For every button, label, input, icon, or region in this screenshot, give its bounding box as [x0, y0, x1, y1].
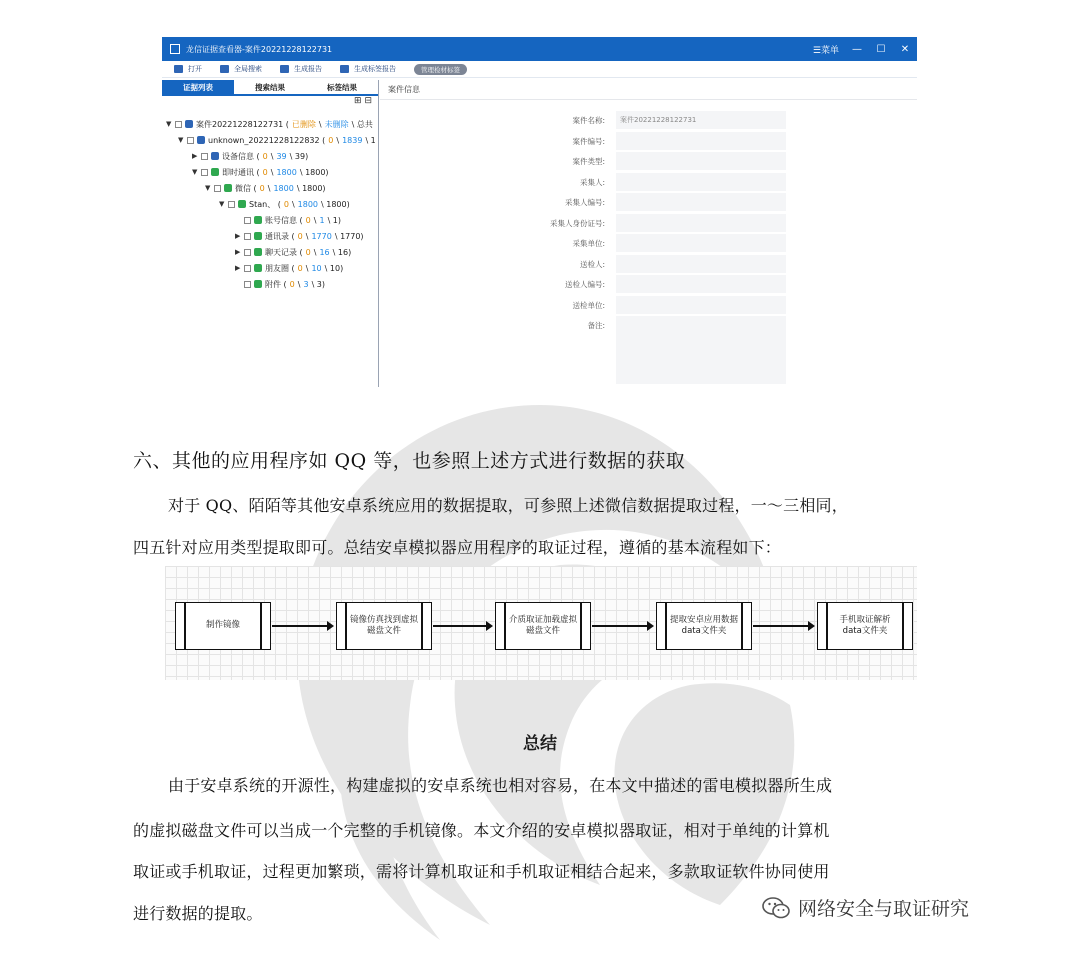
- notes-field[interactable]: [616, 316, 786, 384]
- undeleted-count: 1800: [297, 199, 319, 209]
- case-icon: [185, 120, 193, 128]
- undeleted-count: 10: [311, 263, 322, 273]
- minimize-icon[interactable]: —: [852, 43, 862, 55]
- collapsed-arrow-icon[interactable]: ▶: [235, 264, 241, 272]
- field-value[interactable]: [616, 173, 786, 191]
- field-value[interactable]: 案件20221228122731: [616, 111, 786, 129]
- total-count: \ 1800): [299, 167, 329, 177]
- field-label: 案件编号:: [572, 136, 605, 146]
- undeleted-count: 1800: [273, 183, 294, 193]
- flow-step: 手机取证解析data文件夹: [817, 602, 913, 650]
- field-value[interactable]: [616, 275, 786, 293]
- paragraph-line: 对于 QQ、陌陌等其他安卓系统应用的数据提取，可参照上述微信数据提取过程，一～三相同，: [168, 496, 848, 515]
- undeleted-count: 1839: [342, 135, 363, 145]
- search-icon: [220, 65, 229, 73]
- android-device-icon: [197, 136, 205, 144]
- undeleted-count: 3: [303, 279, 309, 289]
- separator: \: [313, 247, 317, 257]
- expand-all-icon[interactable]: ⊞: [354, 96, 362, 106]
- collapsed-arrow-icon[interactable]: ▶: [192, 152, 198, 160]
- tree-node-contacts[interactable]: [235, 229, 364, 243]
- separator: \: [291, 199, 295, 209]
- node-label: 微信 (: [235, 183, 257, 193]
- separator: \: [305, 263, 309, 273]
- evidence-pane: [162, 80, 379, 387]
- field-value[interactable]: [616, 296, 786, 314]
- node-label: 账号信息 (: [265, 215, 303, 225]
- separator: \: [297, 279, 301, 289]
- wechat-brand: [762, 894, 969, 921]
- node-label: 即时通讯 (: [222, 167, 260, 177]
- app-icon: [170, 44, 180, 54]
- field-value[interactable]: [616, 255, 786, 273]
- menu-button[interactable]: ☰菜单: [812, 45, 839, 56]
- brand-name: 网络安全与取证研究: [798, 898, 970, 920]
- moments-icon: [254, 264, 262, 272]
- case-info-pane: [380, 80, 917, 387]
- manage-tags-button[interactable]: 管理检材标签: [414, 64, 467, 75]
- tree-node-account[interactable]: [219, 197, 350, 211]
- deleted-count: 0: [262, 151, 268, 161]
- tree-node-chat-history[interactable]: [235, 245, 351, 259]
- attachment-icon: [254, 280, 262, 288]
- checkbox[interactable]: [201, 153, 208, 160]
- deleted-count: 0: [297, 263, 303, 273]
- checkbox[interactable]: [175, 121, 182, 128]
- case-info-header: 案件信息: [380, 80, 917, 100]
- deleted-count: 0: [283, 199, 289, 209]
- folder-icon: [174, 65, 183, 73]
- tab-search-results[interactable]: 搜索结果: [234, 80, 306, 96]
- field-label: 案件类型:: [572, 157, 605, 166]
- contacts-icon: [254, 232, 262, 240]
- tab-evidence-list[interactable]: 证据列表: [162, 80, 234, 96]
- field-label: 案件名称:: [572, 116, 605, 125]
- field-value[interactable]: [616, 193, 786, 211]
- wechat-logo-icon: [762, 897, 790, 919]
- checkbox[interactable]: [201, 169, 208, 176]
- wechat-icon: [224, 184, 232, 192]
- deleted-count: 0: [262, 167, 268, 177]
- field-label: 采集人:: [579, 177, 605, 187]
- evidence-viewer-screenshot: [162, 37, 917, 387]
- separator: \: [318, 119, 322, 129]
- phone-icon: [211, 152, 219, 160]
- deleted-count: 0: [328, 135, 334, 145]
- checkbox[interactable]: [244, 265, 251, 272]
- tree-node-device[interactable]: [178, 133, 376, 147]
- generate-report-label: 生成报告: [294, 65, 322, 73]
- section-heading: 六、其他的应用程序如 QQ 等，也参照上述方式进行数据的获取: [133, 450, 686, 472]
- chat-icon: [254, 248, 262, 256]
- field-label: 备注:: [587, 321, 605, 330]
- checkbox[interactable]: [214, 185, 221, 192]
- total-count: \ 16): [332, 247, 352, 257]
- tree-node-case[interactable]: [166, 117, 373, 131]
- tag-icon: [340, 65, 349, 73]
- checkbox[interactable]: [244, 249, 251, 256]
- flow-arrow: [272, 625, 332, 627]
- total-count: \ 1800): [296, 183, 326, 193]
- field-label: 采集人编号:: [564, 198, 605, 207]
- deleted-count: 0: [289, 279, 295, 289]
- total-count: \ 10): [324, 263, 344, 273]
- separator: \: [313, 215, 317, 225]
- node-label: 通讯录 (: [265, 231, 295, 241]
- deleted-count: 0: [305, 247, 311, 257]
- field-value[interactable]: [616, 234, 786, 252]
- node-label: 聊天记录 (: [265, 247, 303, 257]
- total-count: \ 3): [311, 279, 326, 289]
- generate-tag-report-label: 生成标签报告: [354, 65, 396, 73]
- total-count: \ 1770): [334, 231, 364, 241]
- generate-report-button[interactable]: [280, 64, 322, 74]
- expanded-arrow-icon[interactable]: ▼: [166, 120, 172, 128]
- global-search-button[interactable]: [220, 64, 262, 74]
- separator: \: [267, 183, 271, 193]
- undeleted-count: 未删除: [324, 119, 349, 129]
- field-label: 采集人身份证号:: [549, 218, 605, 228]
- field-value[interactable]: [616, 152, 786, 170]
- undeleted-count: 39: [276, 151, 287, 161]
- maximize-icon[interactable]: ☐: [876, 43, 886, 55]
- tree-node-moments[interactable]: [235, 261, 343, 275]
- generate-tag-report-button[interactable]: [340, 64, 396, 74]
- node-label: unknown_20221228122832 (: [208, 135, 326, 145]
- tree-node-device-info[interactable]: [192, 149, 308, 163]
- flow-step: 镜像仿真找到虚拟磁盘文件: [336, 602, 432, 650]
- tree-node-account-info[interactable]: [235, 213, 341, 227]
- deleted-count: 0: [297, 231, 303, 241]
- open-label: 打开: [188, 65, 202, 73]
- flow-arrow: [433, 625, 491, 627]
- deleted-count: 0: [305, 215, 311, 225]
- separator: \: [336, 135, 340, 145]
- node-label: 附件 (: [265, 279, 287, 289]
- tree-node-im[interactable]: [192, 165, 329, 179]
- deleted-count: 已删除: [291, 119, 316, 129]
- tab-tag-results[interactable]: 标签结果: [306, 80, 378, 96]
- wechat-icon: [238, 200, 246, 208]
- flow-step: 提取安卓应用数据data文件夹: [656, 602, 752, 650]
- global-search-label: 全局搜索: [234, 65, 262, 73]
- checkbox[interactable]: [244, 233, 251, 240]
- field-label: 送检人编号:: [564, 280, 605, 289]
- total-count: \ 1: [365, 135, 376, 145]
- title-bar: [162, 37, 917, 61]
- collapsed-arrow-icon[interactable]: ▶: [235, 248, 241, 256]
- tree-node-attachments[interactable]: [235, 277, 325, 291]
- field-value[interactable]: [616, 214, 786, 232]
- separator: \: [305, 231, 309, 241]
- node-label: Stan、 (: [249, 199, 281, 209]
- flowchart: [165, 566, 917, 680]
- expanded-arrow-icon[interactable]: ▼: [205, 184, 211, 192]
- flow-step: 介质取证加载虚拟磁盘文件: [495, 602, 591, 650]
- separator: \: [270, 151, 274, 161]
- total-count: \ 1800): [321, 199, 350, 209]
- tree-tools: [162, 96, 378, 116]
- flow-arrow: [592, 625, 652, 627]
- expanded-arrow-icon[interactable]: ▼: [219, 200, 225, 208]
- field-label: 采集单位:: [572, 239, 605, 248]
- undeleted-count: 1800: [276, 167, 297, 177]
- deleted-count: 0: [259, 183, 265, 193]
- total-count: \ 1): [327, 215, 342, 225]
- paragraph-line: 四五针对应用类型提取即可。总结安卓模拟器应用程序的取证过程，遵循的基本流程如下：: [133, 538, 782, 557]
- open-button[interactable]: [174, 64, 202, 74]
- field-value[interactable]: [616, 132, 786, 150]
- tree-node-wechat[interactable]: [205, 181, 326, 195]
- checkbox[interactable]: [244, 217, 251, 224]
- toolbar: [162, 61, 917, 78]
- field-label: 送检人:: [579, 259, 605, 269]
- undeleted-count: 1770: [311, 231, 332, 241]
- summary-title: 总结: [523, 734, 557, 754]
- node-label: 案件20221228122731 (: [196, 119, 289, 129]
- pane-tabs: [162, 80, 378, 96]
- paragraph-line: 由于安卓系统的开源性，构建虚拟的安卓系统也相对容易，在本文中描述的雷电模拟器所生成: [168, 776, 833, 795]
- collapsed-arrow-icon[interactable]: ▶: [235, 232, 241, 240]
- separator: \: [270, 167, 274, 177]
- paragraph-line: 的虚拟磁盘文件可以当成一个完整的手机镜像。本文介绍的安卓模拟器取证，相对于单纯的计算机: [133, 821, 830, 840]
- collapse-all-icon[interactable]: ⊟: [364, 96, 372, 106]
- expanded-arrow-icon[interactable]: ▼: [178, 136, 184, 144]
- field-label: 送检单位:: [572, 300, 605, 310]
- close-icon[interactable]: ✕: [900, 43, 910, 55]
- window-title: 龙信证据查看器-案件20221228122731: [186, 44, 333, 54]
- undeleted-count: 1: [319, 215, 325, 225]
- checkbox[interactable]: [187, 137, 194, 144]
- total-count: \ 总共: [351, 119, 373, 129]
- node-label: 设备信息 (: [222, 151, 260, 161]
- flow-step: 制作镜像: [175, 602, 271, 650]
- paragraph-line: 取证或手机取证，过程更加繁琐，需将计算机取证和手机取证相结合起来，多款取证软件协同使用: [133, 862, 830, 881]
- checkbox[interactable]: [244, 281, 251, 288]
- paragraph-line: 进行数据的提取。: [133, 904, 263, 923]
- expanded-arrow-icon[interactable]: ▼: [192, 168, 198, 176]
- chat-icon: [211, 168, 219, 176]
- report-icon: [280, 65, 289, 73]
- undeleted-count: 16: [319, 247, 330, 257]
- total-count: \ 39): [289, 151, 309, 161]
- account-icon: [254, 216, 262, 224]
- checkbox[interactable]: [228, 201, 235, 208]
- node-label: 朋友圈 (: [265, 263, 295, 273]
- flow-arrow: [753, 625, 813, 627]
